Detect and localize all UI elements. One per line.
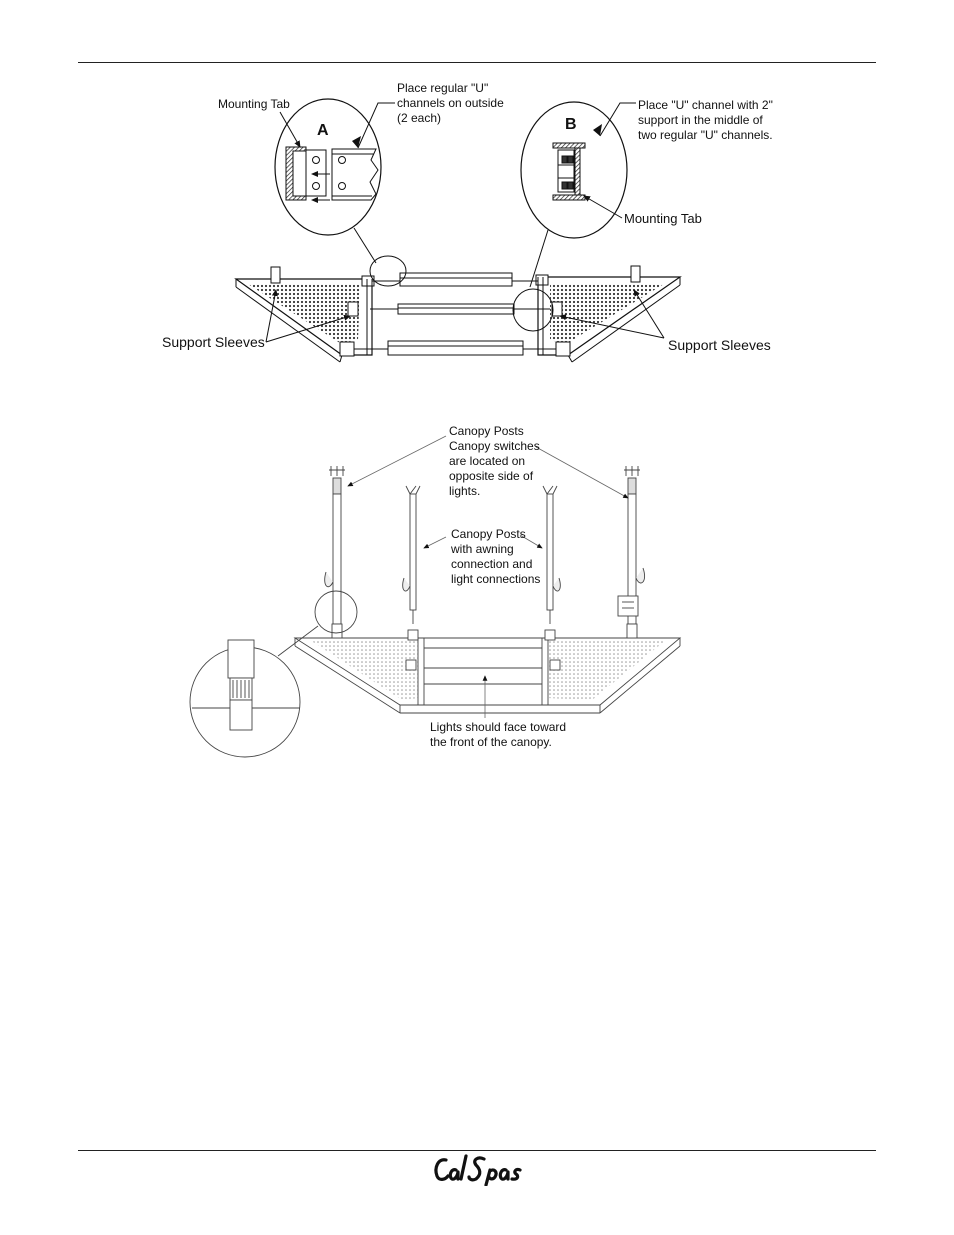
post-detail-circle [190, 626, 318, 757]
detail-a-circle [275, 99, 395, 235]
place-regular-u-label: Place regular "U" channels on outside (2 each) [397, 81, 504, 125]
place-u-channel-label: Place "U" channel with 2" support in the middle of two regular "U" channels. [638, 98, 773, 142]
support-sleeves-left-label: Support Sleeves [162, 334, 265, 350]
canopy-posts-awning-label: Canopy Posts with awning connection and light connections [451, 527, 541, 586]
detail-b-letter: B [565, 116, 577, 133]
canopy-post-3 [543, 486, 560, 640]
support-sleeves-right-label: Support Sleeves [668, 337, 771, 353]
canopy-post-1 [315, 466, 357, 638]
canopy-post-4 [618, 466, 645, 638]
detail-b-circle [521, 102, 636, 238]
top-figure [236, 99, 680, 362]
canopy-posts-switches-label: Canopy Posts Canopy switches are located on opposite side of lights. [449, 424, 540, 498]
canopy-post-2 [403, 486, 420, 640]
detail-a-letter: A [317, 122, 329, 139]
right-mesh-panel [536, 266, 680, 362]
lights-face-label: Lights should face toward the front of the canopy. [430, 720, 567, 749]
cal-spas-logo [432, 1150, 524, 1186]
bottom-figure [190, 436, 680, 757]
mounting-tab-b-label: Mounting Tab [624, 211, 702, 226]
canopy-base-frame [295, 638, 680, 713]
mounting-tab-a-label: Mounting Tab [218, 97, 290, 111]
